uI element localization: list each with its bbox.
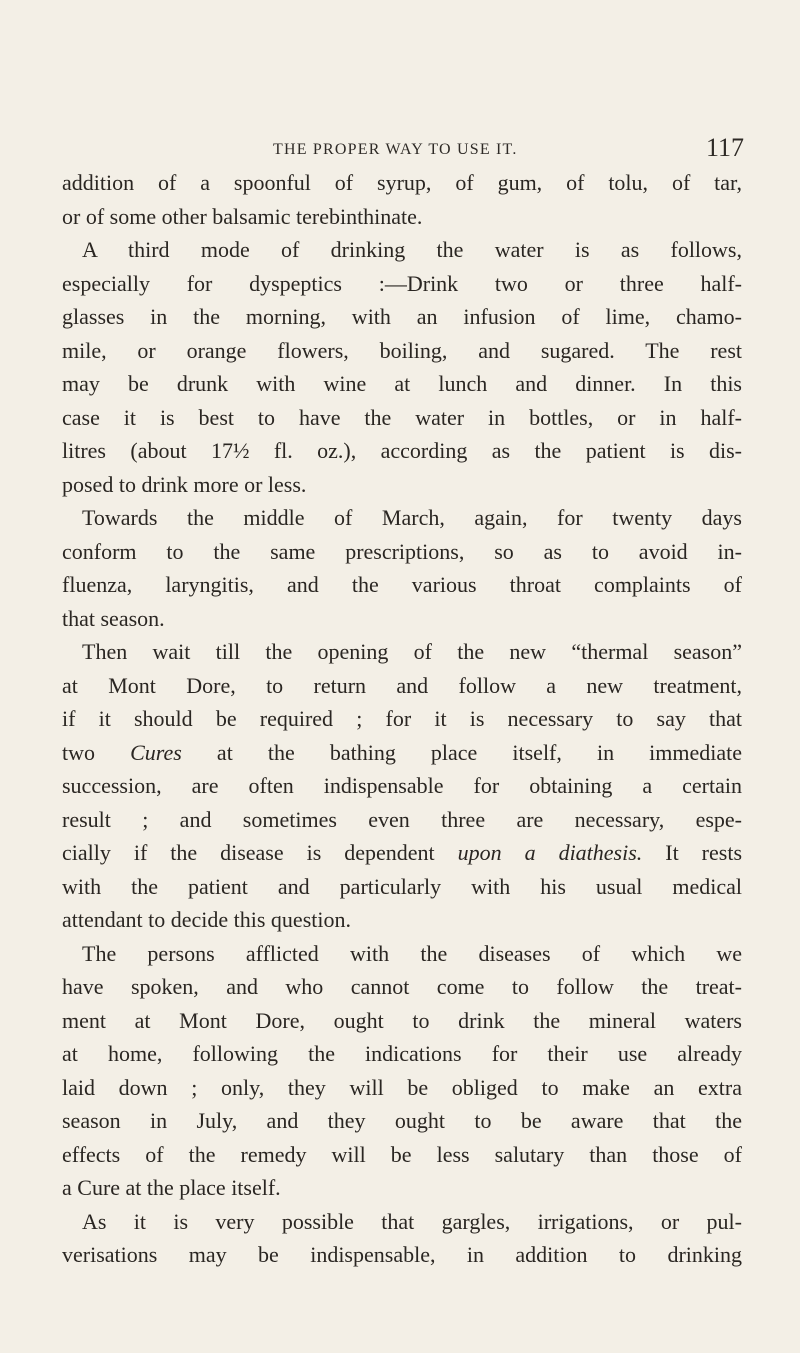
page-number: 117 bbox=[706, 133, 745, 162]
text-line: glasses in the morning, with an infusion of lime, chamo- bbox=[62, 304, 742, 329]
text-line: may be drunk with wine at lunch and dinner. In this bbox=[62, 371, 742, 396]
text-line: have spoken, and who cannot come to follow the treat- bbox=[62, 974, 742, 999]
body-text bbox=[62, 166, 742, 1272]
text-line: result ; and sometimes even three are necessary, espe- bbox=[62, 806, 742, 832]
text-line: that season. bbox=[62, 605, 165, 631]
text-line: at Mont Dore, to return and follow a new treatment, bbox=[62, 672, 742, 698]
text-line: Then wait till the opening of the new “thermal season” bbox=[82, 639, 742, 664]
text-line: As it is very possible that gargles, irrigations, or pul- bbox=[82, 1208, 742, 1234]
text-line: case it is best to have the water in bottles, or in half- bbox=[62, 404, 742, 430]
text-line: A third mode of drinking the water is as follows, bbox=[82, 237, 742, 262]
text-line: ment at Mont Dore, ought to drink the mineral waters bbox=[62, 1007, 742, 1033]
text-line: cially if the disease is dependent upon a diathesis. It rests bbox=[62, 840, 743, 865]
text-line: verisations may be indispensable, in addition to drinking bbox=[62, 1242, 742, 1267]
text-line: Towards the middle of March, again, for twenty days bbox=[82, 505, 742, 530]
text-line: conform to the same prescriptions, so as to avoid in- bbox=[62, 538, 742, 564]
text-line: if it should be required ; for it is necessary to say that bbox=[62, 706, 742, 731]
text-line: addition of a spoonful of syrup, of gum, of tolu, of tar, bbox=[62, 170, 742, 195]
text-line: mile, or orange flowers, boiling, and sugared. The rest bbox=[62, 337, 742, 363]
text-line: especially for dyspeptics :—Drink two or three half- bbox=[62, 270, 742, 296]
text-line: fluenza, laryngitis, and the various throat complaints of bbox=[62, 572, 742, 597]
text-line: succession, are often indispensable for obtaining a certain bbox=[62, 773, 742, 798]
text-line: with the patient and particularly with his usual medical bbox=[62, 873, 742, 899]
running-head: THE PROPER WAY TO USE IT. bbox=[273, 141, 518, 158]
text-line: season in July, and they ought to be aware that the bbox=[62, 1108, 742, 1133]
text-line: effects of the remedy will be less salutary than those of bbox=[62, 1141, 742, 1167]
text-line: a Cure at the place itself. bbox=[62, 1175, 281, 1200]
text-line: attendant to decide this question. bbox=[62, 907, 351, 932]
text-line: at home, following the indications for their use already bbox=[62, 1041, 742, 1066]
text-line: The persons afflicted with the diseases of which we bbox=[82, 940, 742, 966]
text-line: litres (about 17½ fl. oz.), according as the patient is dis- bbox=[62, 438, 742, 463]
text-line: or of some other balsamic terebinthinate. bbox=[62, 203, 423, 229]
text-line: posed to drink more or less. bbox=[62, 471, 307, 497]
text-line: laid down ; only, they will be obliged to make an extra bbox=[62, 1074, 742, 1100]
text-line: two Cures at the bathing place itself, in immediate bbox=[62, 739, 743, 765]
